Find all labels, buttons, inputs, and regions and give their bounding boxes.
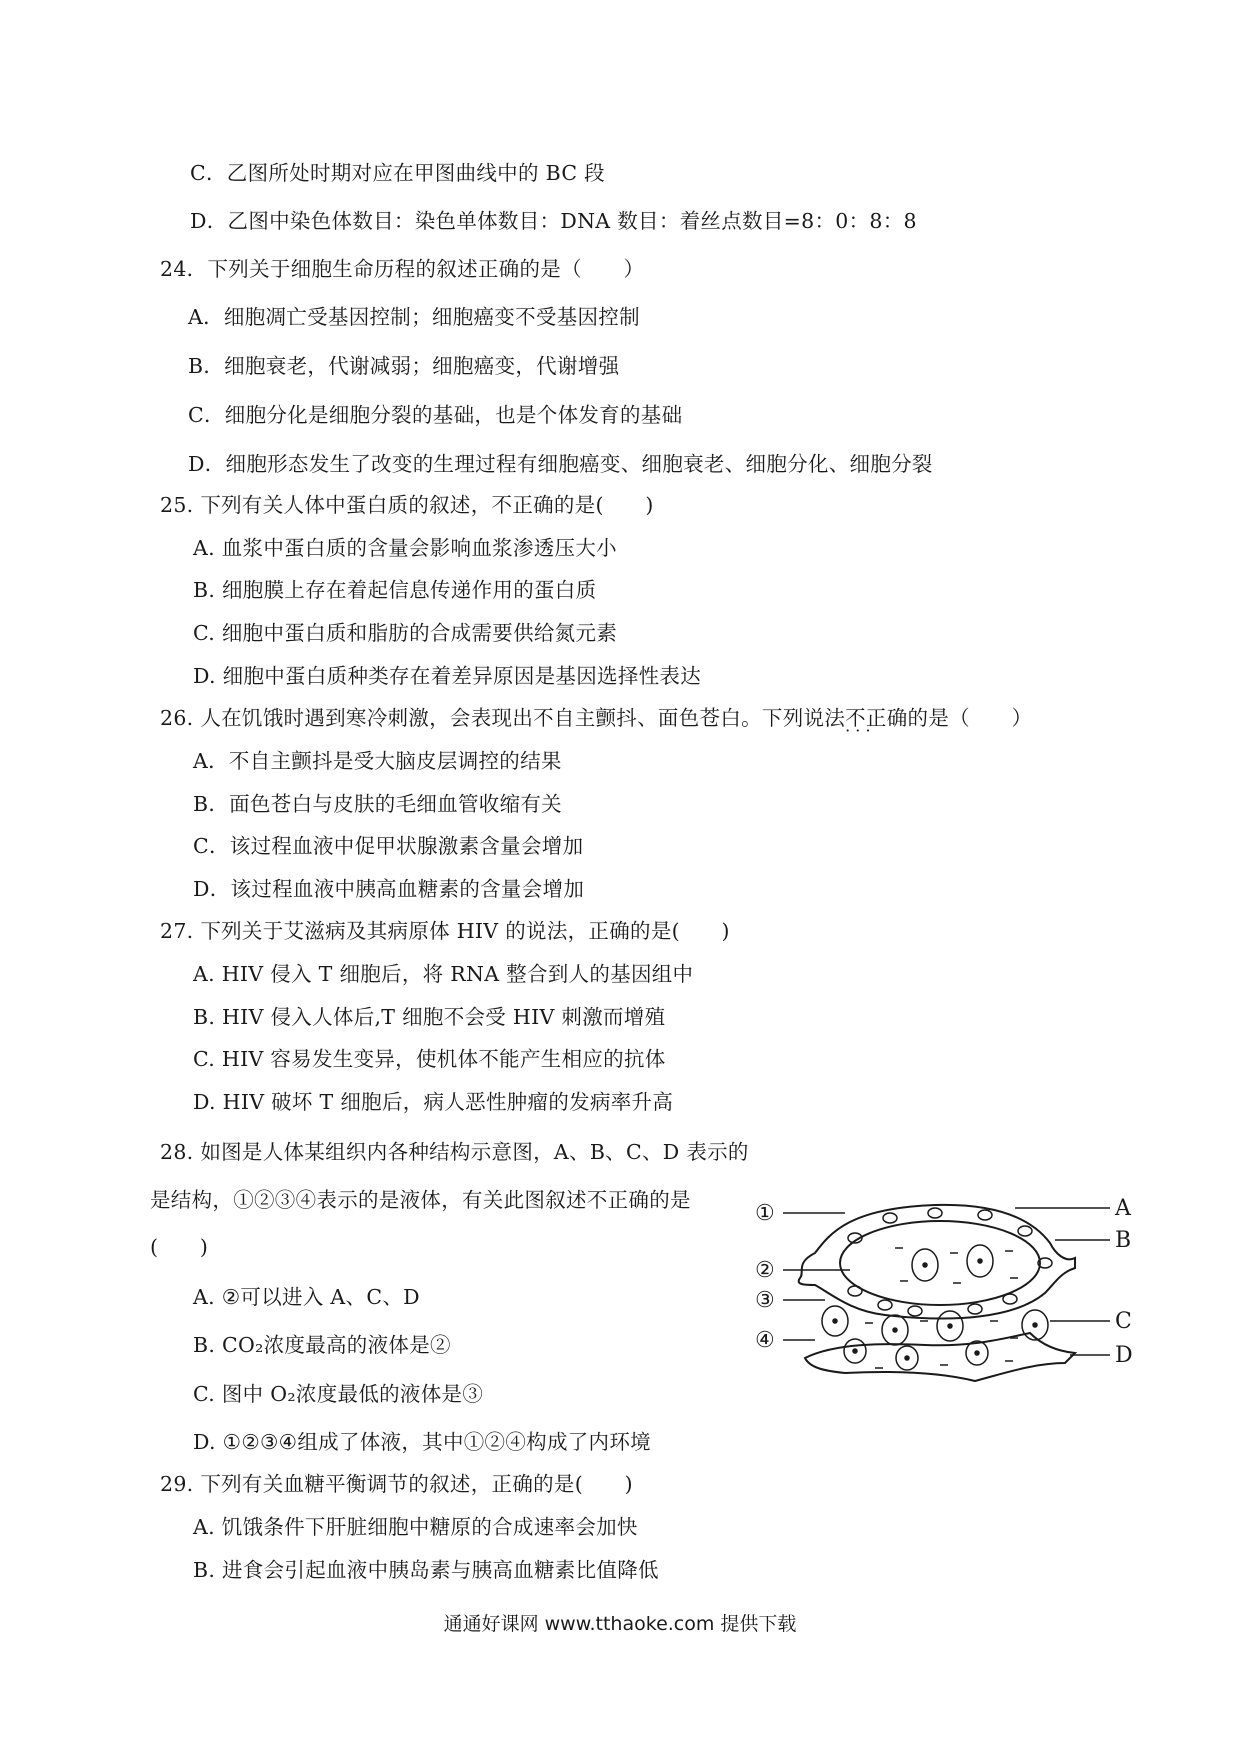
q26-option-d: D．该过程血液中胰高血糖素的含量会增加	[193, 877, 585, 901]
q26-stem	[160, 705, 1032, 731]
q28-stem-line1: 28. 如图是人体某组织内各种结构示意图，A、B、C、D 表示的	[160, 1140, 749, 1164]
q29-option-b: B. 进食会引起血液中胰岛素与胰高血糖素比值降低	[193, 1558, 659, 1582]
q28-stem-line3: ( )	[150, 1235, 209, 1259]
q28-stem-line2: 是结构，①②③④表示的是液体，有关此图叙述不正确的是	[150, 1188, 691, 1212]
q25-stem: 25. 下列有关人体中蛋白质的叙述，不正确的是( )	[160, 493, 654, 517]
q28-option-b: B. CO₂浓度最高的液体是②	[193, 1333, 451, 1357]
q26-option-a: A．不自主颤抖是受大脑皮层调控的结果	[193, 749, 562, 773]
capillary-lumen	[840, 1221, 1040, 1305]
q26-option-c: C．该过程血液中促甲状腺激素含量会增加	[193, 834, 584, 858]
diagram-label-c: C	[1115, 1309, 1132, 1334]
q24-option-c: C．细胞分化是细胞分裂的基础，也是个体发育的基础	[188, 403, 683, 427]
diagram-label-a: A	[1115, 1196, 1131, 1221]
q27-option-a: A. HIV 侵入 T 细胞后，将 RNA 整合到人的基因组中	[193, 962, 694, 986]
q23-option-c: C．乙图所处时期对应在甲图曲线中的 BC 段	[190, 161, 605, 185]
q27-option-c: C. HIV 容易发生变异，使机体不能产生相应的抗体	[193, 1047, 666, 1071]
q26-option-b: B．面色苍白与皮肤的毛细血管收缩有关	[193, 792, 562, 816]
tissue-structure-diagram	[755, 1193, 1155, 1383]
fluid-dashes	[865, 1248, 1018, 1368]
diagram-label-d: D	[1115, 1343, 1133, 1368]
leader-lines	[783, 1208, 1110, 1355]
q29-stem: 29. 下列有关血糖平衡调节的叙述，正确的是( )	[160, 1472, 633, 1496]
q26-stem-pre: 26. 人在饥饿时遇到寒冷刺激，会表现出不自主颤抖、面色苍白。下列说法	[160, 706, 846, 730]
q24-option-b: B．细胞衰老，代谢减弱；细胞癌变，代谢增强	[188, 354, 620, 378]
q26-stem-post: 的是（ ）	[907, 706, 1033, 730]
diagram-label-b: B	[1115, 1228, 1132, 1253]
q29-option-a: A. 饥饿条件下肝脏细胞中糖原的合成速率会加快	[193, 1515, 638, 1539]
q28-option-a: A. ②可以进入 A、C、D	[193, 1285, 420, 1309]
endothelial-nuclei	[848, 1208, 1052, 1316]
q25-option-b: B. 细胞膜上存在着起信息传递作用的蛋白质	[193, 578, 597, 602]
q23-option-d: D．乙图中染色体数目：染色单体数目：DNA 数目：着丝点数目=8：0：8：8	[190, 209, 917, 233]
diagram-label-4: ④	[755, 1328, 775, 1353]
diagram-label-1: ①	[755, 1201, 775, 1226]
q27-stem: 27. 下列关于艾滋病及其病原体 HIV 的说法，正确的是( )	[160, 919, 730, 943]
q26-stem-emphasis: 不正确 · · ·	[845, 706, 907, 730]
diagram-label-3: ③	[755, 1288, 775, 1313]
blood-cells	[912, 1245, 993, 1281]
q24-option-a: A．细胞凋亡受基因控制；细胞癌变不受基因控制	[188, 305, 640, 329]
q27-option-b: B. HIV 侵入人体后,T 细胞不会受 HIV 刺激而增殖	[193, 1005, 666, 1029]
q28-option-d: D. ①②③④组成了体液，其中①②④构成了内环境	[193, 1430, 651, 1454]
q25-option-c: C. 细胞中蛋白质和脂肪的合成需要供给氮元素	[193, 621, 618, 645]
q28-option-c: C. 图中 O₂浓度最低的液体是③	[193, 1382, 484, 1406]
q25-option-d: D. 细胞中蛋白质种类存在着差异原因是基因选择性表达	[193, 664, 702, 688]
q24-stem: 24．下列关于细胞生命历程的叙述正确的是（ ）	[160, 257, 645, 281]
page-footer: 通通好课网 www.tthaoke.com 提供下载	[443, 1613, 797, 1635]
q24-option-d: D．细胞形态发生了改变的生理过程有细胞癌变、细胞衰老、细胞分化、细胞分裂	[188, 452, 933, 476]
q27-option-d: D. HIV 破坏 T 细胞后，病人恶性肿瘤的发病率升高	[193, 1090, 674, 1114]
q25-option-a: A. 血浆中蛋白质的含量会影响血浆渗透压大小	[193, 536, 617, 560]
diagram-label-2: ②	[755, 1258, 775, 1283]
